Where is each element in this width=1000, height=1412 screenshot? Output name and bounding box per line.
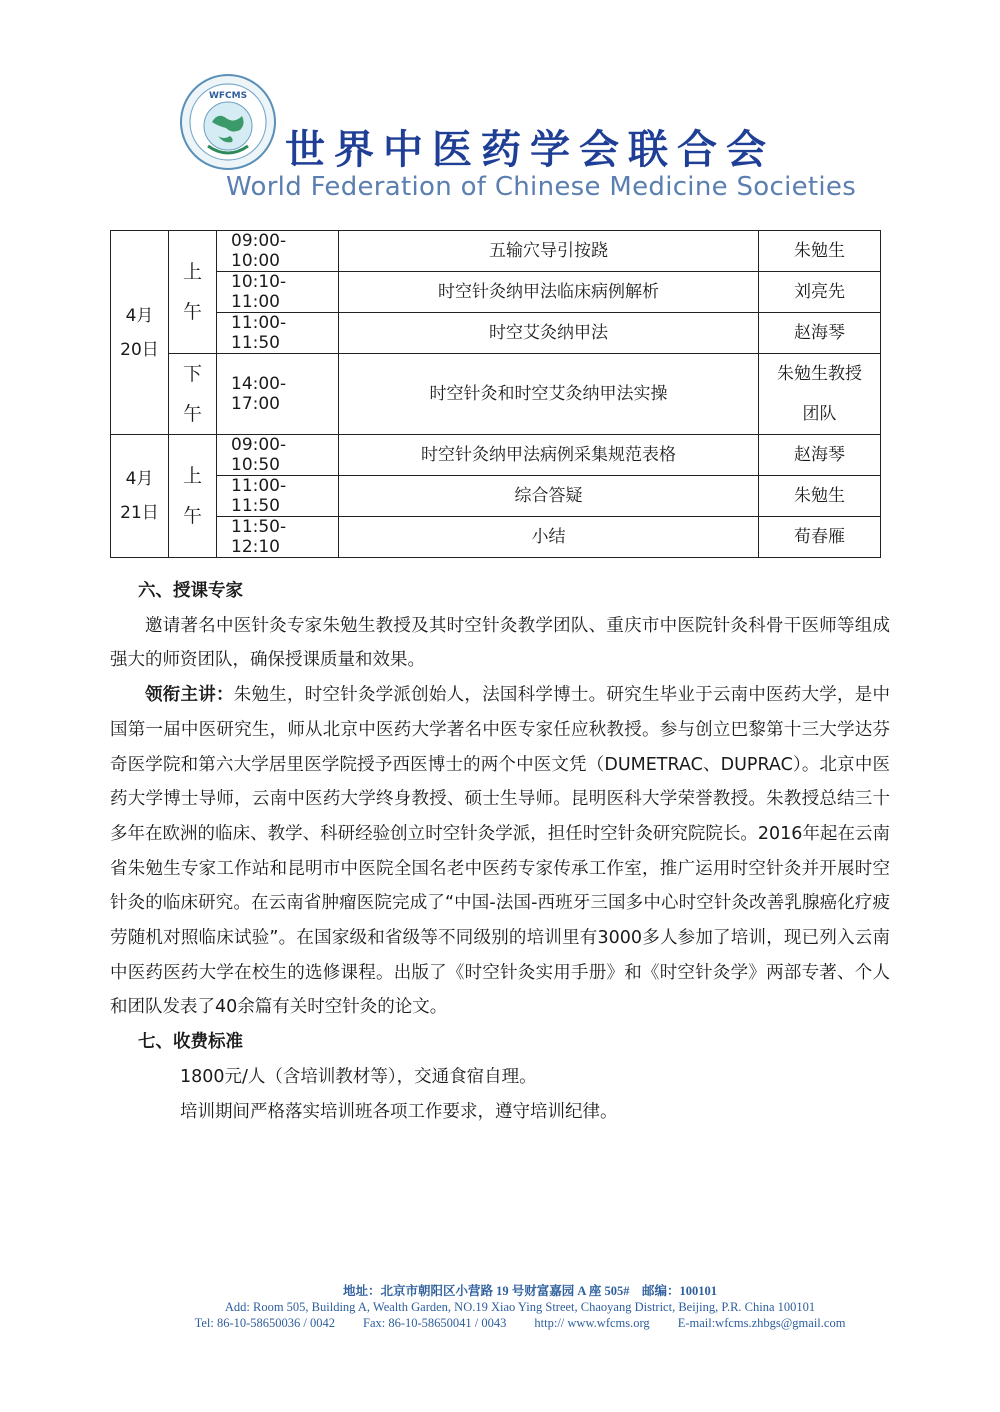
lecturer-cell: 赵海琴 [759,435,881,476]
lecturer-cell: 朱勉生 [759,476,881,517]
topic-cell: 综合答疑 [339,476,759,517]
time-cell: 09:00-10:50 [217,435,339,476]
table-row [111,476,881,517]
lead-lecturer-paragraph [110,678,890,1025]
topic-cell: 时空艾灸纳甲法 [339,313,759,354]
topic-cell: 时空针灸纳甲法病例采集规范表格 [339,435,759,476]
time-cell: 11:50-12:10 [217,517,339,558]
table-row [111,435,881,476]
section-heading-fees: 七、收费标准 [138,1032,243,1053]
letterhead [0,0,1000,220]
discipline-paragraph: 培训期间严格落实培训班各项工作要求，遵守培训纪律。 [180,1101,618,1122]
table-row [111,272,881,313]
svg-text:WFCMS: WFCMS [208,91,248,101]
time-cell: 11:00-11:50 [217,476,339,517]
fee-paragraph: 1800元/人（含培训教材等），交通食宿自理。 [180,1066,537,1087]
table-row [111,517,881,558]
date-cell: 4月 21日 [111,435,169,558]
table-row [111,354,881,435]
table-row [111,231,881,272]
section-heading-experts: 六、授课专家 [138,581,243,601]
schedule-table [110,230,881,558]
topic-cell: 小结 [339,517,759,558]
period-cell: 上 午 [169,435,217,558]
wfcms-seal-logo [178,72,278,172]
time-cell: 09:00-10:00 [217,231,339,272]
experts-intro-paragraph: 邀请著名中医针灸专家朱勉生教授及其时空针灸教学团队、重庆市中医院针灸科骨干医师等组成强大的师资团队，确保授课质量和效果。 [110,615,890,671]
letterhead-footer [0,1283,1000,1331]
footer-address-cn: 地址：北京市朝阳区小营路 19 号财富嘉园 A 座 505# 邮编：100101 [343,1284,717,1298]
org-name-chinese: 世界中医药学会联合会 [285,126,775,173]
time-cell: 10:10-11:00 [217,272,339,313]
footer-website-link[interactable]: http:// www.wfcms.org [534,1316,650,1330]
topic-cell: 时空针灸纳甲法临床病例解析 [339,272,759,313]
footer-address-en: Add: Room 505, Building A, Wealth Garden, NO.19 Xiao Ying Street, Chaoyang District, Beijing, P.R. China 100101 [224,1300,816,1314]
lecturer-cell: 荀春雁 [759,517,881,558]
lecturer-cell: 朱勉生教授团队 [759,354,881,435]
footer-tel: Tel: 86-10-58650036 / 0042 [194,1316,335,1330]
time-cell: 11:00-11:50 [217,313,339,354]
document-body [110,574,890,1129]
period-cell: 下 午 [169,354,217,435]
lead-lecturer-label: 领衔主讲： [145,685,234,706]
org-name-english: World Federation of Chinese Medicine Societies [226,172,857,202]
time-cell: 14:00-17:00 [217,354,339,435]
lecturer-cell: 赵海琴 [759,313,881,354]
footer-fax: Fax: 86-10-58650041 / 0043 [363,1316,507,1330]
topic-cell: 时空针灸和时空艾灸纳甲法实操 [339,354,759,435]
lecturer-cell: 刘亮先 [759,272,881,313]
topic-cell: 五输穴导引按跷 [339,231,759,272]
period-cell: 上 午 [169,231,217,354]
lecturer-cell: 朱勉生 [759,231,881,272]
table-row [111,313,881,354]
lead-lecturer-bio: 朱勉生，时空针灸学派创始人，法国科学博士。研究生毕业于云南中医药大学，是中国第一届中医研究生，师从北京中医药大学著名中医专家任应秋教授。参与创立巴黎第十三大学达芬奇医学院和第六大学居里医学院授予西医博士的两个中医文凭（DUMETRAC、DUPRAC）。北京中医药大学博士导师，云南中医药大学终身教授、硕士生导师。昆明医科大学荣誉教授。朱教授总结三十多年在欧洲的临床、教学、科研经验创立时空针灸学派，担任时空针灸研究院院长。2016年起在云南省朱勉生专家工作站和昆明市中医院全国名老中医药专家传承工作室，推广运用时空针灸并开展时空针灸的临床研究。在云南省肿瘤医院完成了“中国-法国-西班牙三国多中心时空针灸改善乳腺癌化疗疲劳随机对照临床试验”。在国家级和省级等不同级别的培训里有3000多人参加了培训，现已列入云南中医药医药大学在校生的选修课程。出版了《时空针灸实用手册》和《时空针灸学》两部专著、个人和团队发表了40余篇有关时空针灸的论文。 [110,685,891,1018]
footer-email-link[interactable]: E-mail:wfcms.zhbgs@gmail.com [677,1316,846,1330]
date-cell: 4月 20日 [111,231,169,435]
footer-contacts [0,1315,1000,1331]
